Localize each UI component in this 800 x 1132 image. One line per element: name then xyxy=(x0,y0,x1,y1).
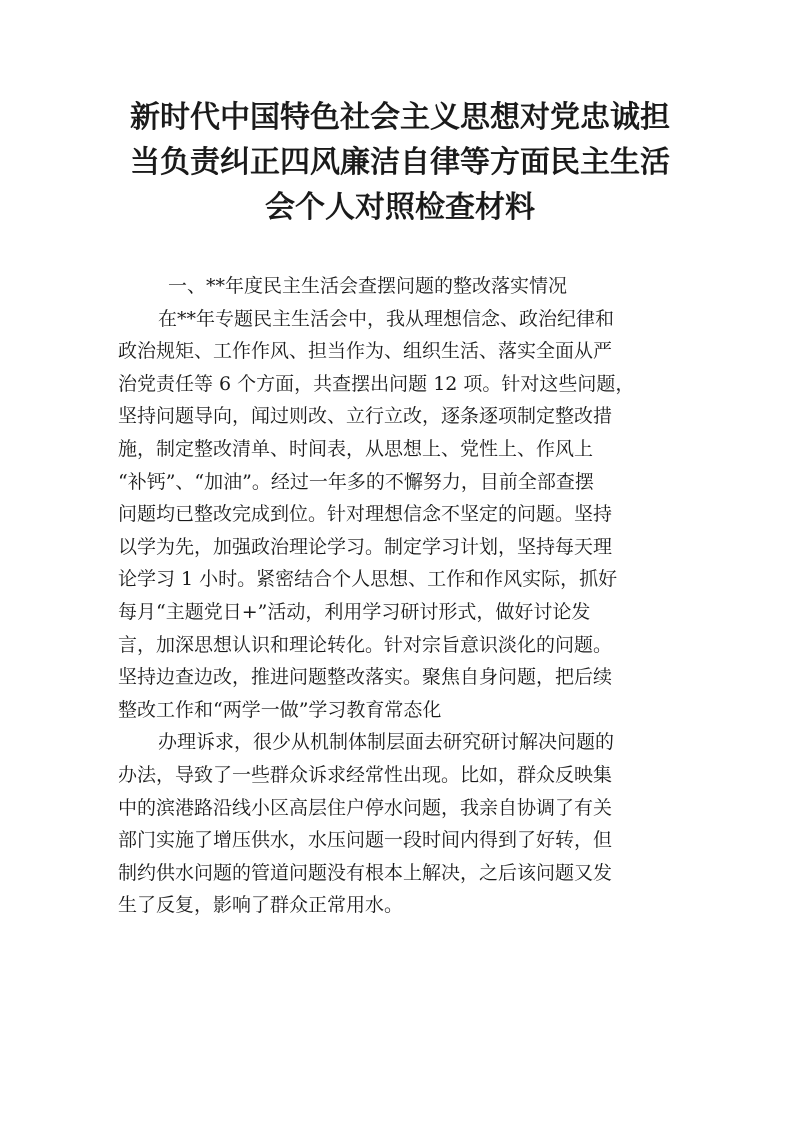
section-heading: 一、**年度民主生活会查摆问题的整改落实情况 xyxy=(168,275,568,297)
paragraph-line: 政治规矩、工作作风、担当作为、组织生活、落实全面从严 xyxy=(118,340,613,363)
paragraph-1 xyxy=(118,303,688,727)
paragraph-line: 治党责任等 6 个方面，共查摆出问题 12 项。针对这些问题， xyxy=(118,372,635,395)
paragraph-line: 问题均已整改完成到位。针对理想信念不坚定的问题。坚持 xyxy=(118,503,613,526)
paragraph-line: 以学为先，加强政治理论学习。制定学习计划，坚持每天理 xyxy=(118,535,613,558)
paragraph-line: 坚持边查边改，推进问题整改落实。聚焦自身问题，把后续 xyxy=(118,666,613,689)
paragraph-line: 部门实施了增压供水，水压问题一段时间内得到了好转，但 xyxy=(118,829,613,852)
paragraph-line: 办理诉求，很少从机制体制层面去研究研讨解决问题的 xyxy=(158,731,615,754)
document-title xyxy=(100,95,700,230)
paragraph-line: 论学习 1 小时。紧密结合个人思想、工作和作风实际，抓好 xyxy=(118,568,618,591)
paragraph-line: 中的滨港路沿线小区高层住户停水问题，我亲自协调了有关 xyxy=(118,796,613,819)
paragraph-line: 坚持问题导向，闻过则改、立行立改，逐条逐项制定整改措 xyxy=(118,405,613,428)
paragraph-line: 生了反复，影响了群众正常用水。 xyxy=(118,894,404,917)
paragraph-line: 办法，导致了一些群众诉求经常性出现。比如，群众反映集 xyxy=(118,763,613,786)
paragraph-line: 每月“主题党日+”活动，利用学习研讨形式，做好讨论发 xyxy=(118,600,591,623)
paragraph-line: 言，加深思想认识和理论转化。针对宗旨意识淡化的问题。 xyxy=(118,633,613,656)
paragraph-line: 在**年专题民主生活会中，我从理想信念、政治纪律和 xyxy=(158,307,615,330)
paragraph-line: 制约供水问题的管道问题没有根本上解决，之后该问题又发 xyxy=(118,861,613,884)
paragraph-2 xyxy=(118,726,688,922)
document-body xyxy=(118,270,688,922)
paragraph-line: 整改工作和“两学一做”学习教育常态化 xyxy=(118,698,442,721)
paragraph-line: 施，制定整改清单、时间表，从思想上、党性上、作风上 xyxy=(118,437,594,460)
title-line: 当负责纠正四风廉洁自律等方面民主生活 xyxy=(130,145,670,180)
title-line: 新时代中国特色社会主义思想对党忠诚担 xyxy=(130,100,670,135)
title-line: 会个人对照检查材料 xyxy=(265,190,535,225)
paragraph-line: “补钙”、“加油”。经过一年多的不懈努力，目前全部查摆 xyxy=(118,470,594,493)
